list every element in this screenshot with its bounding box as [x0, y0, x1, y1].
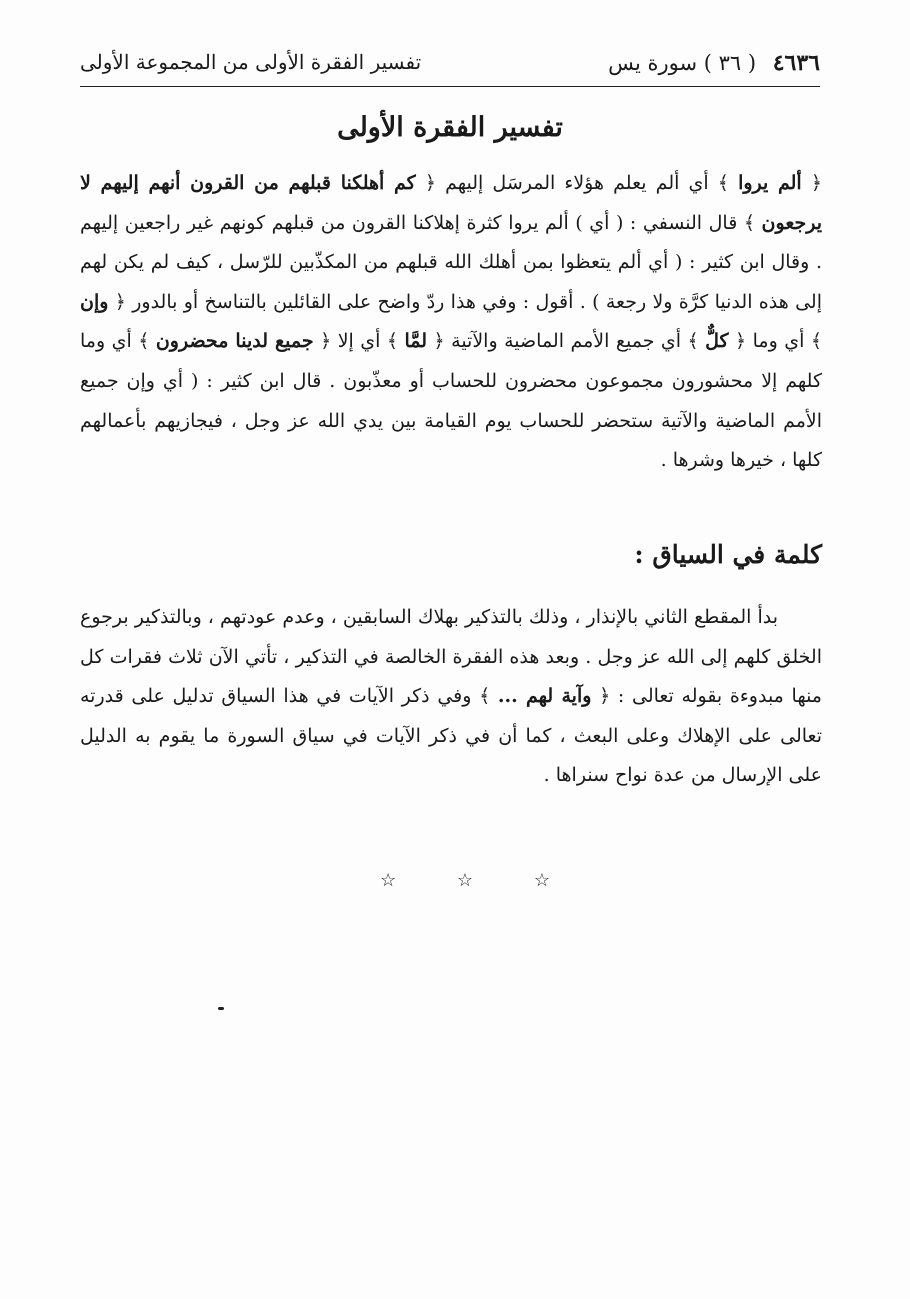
section-separator: [380, 870, 550, 891]
context-subheading: كلمة في السياق :: [634, 540, 822, 569]
surah-label: ( ٣٦ ) سورة يس: [608, 51, 757, 75]
header-page-info: [608, 50, 820, 76]
quran-quote: وإن: [80, 290, 109, 313]
section-title: تفسير الفقرة الأولى: [337, 112, 563, 143]
paragraph-text: ﴾ أي وما ﴿: [728, 330, 823, 353]
quran-quote: لمَّا: [404, 330, 428, 353]
quran-quote: جميع لدينا محضرون: [155, 330, 314, 353]
paragraph-text: ﴾ وفي ذكر الآيات في هذا السياق تدليل على قدرته تعالى على الإهلاك وعلى البعث ، كما أن في ذكر الآيات في سياق السورة ما يقوم به الدليل على الإرسال من عدة نواح سنراها .: [80, 685, 822, 787]
paragraph-text: ﴾ أي جميع الأمم الماضية والآتية ﴿: [427, 330, 706, 353]
header-rule: [80, 86, 820, 87]
running-section-title: تفسير الفقرة الأولى من المجموعة الأولى: [80, 50, 422, 74]
context-paragraph: [80, 598, 822, 796]
star-icon: ☆: [456, 870, 474, 891]
paragraph-text: بدأ المقطع الثاني بالإنذار ، وذلك بالتذكير بهلاك السابقين ، وعدم عودتهم ، وبالتذكير برجوع الخلق كلهم إلى الله عز وجل . وبعد هذه الفقرة الخالصة في التذكير ، تأتي الآن ثلاث فقرات كل منها مبدوءة بقوله تعالى : ﴿: [80, 606, 822, 708]
page-header: [80, 50, 820, 88]
ink-speck: [218, 1007, 224, 1010]
quran-quote: كم أهلكنا قبلهم من القرون أنهم إليهم لا يرجعون: [80, 172, 822, 234]
paragraph-text: ﴾ أي إلا ﴿: [313, 330, 405, 353]
quran-quote: كلٌّ: [705, 330, 729, 353]
quran-quote: ألم يروا: [738, 172, 802, 194]
paragraph-text: ﴾ أي ألم يعلم هؤلاء المرسَل إليهم ﴿: [415, 172, 739, 194]
commentary-paragraph: [80, 164, 822, 481]
star-icon: ☆: [533, 870, 550, 891]
star-icon: ☆: [380, 870, 397, 891]
quran-quote: وآية لهم ...: [497, 685, 592, 708]
page-number: ٤٦٣٦: [772, 50, 820, 76]
paragraph-text: ﴾ أي وما كلهم إلا محشورون مجموعون محضرون للحساب أو معذّبون . قال ابن كثير : ( أي وإن جميع الأمم الماضية والآتية ستحضر للحساب يوم القيامة بين يدي الله عز وجل ، فيجازيهم بأعمالهم كلها ، خيرها وشرها .: [80, 330, 822, 472]
paragraph-text: ﴾ قال النسفي : ( أي ) ألم يروا كثرة إهلاكنا القرون من قبلهم كونهم غير راجعين إليهم . وقال ابن كثير : ( أي ألم يتعظوا بمن أهلك الله قبلهم من المكذّبين للرّسل ، كيف لم يكن لهم إلى هذه الدنيا كرَّة ولا رجعة ) . أقول : وفي هذا ردّ واضح على القائلين بالتناسخ أو بالدور ﴿: [80, 211, 822, 313]
ornate-bracket: ﴿: [801, 172, 822, 194]
